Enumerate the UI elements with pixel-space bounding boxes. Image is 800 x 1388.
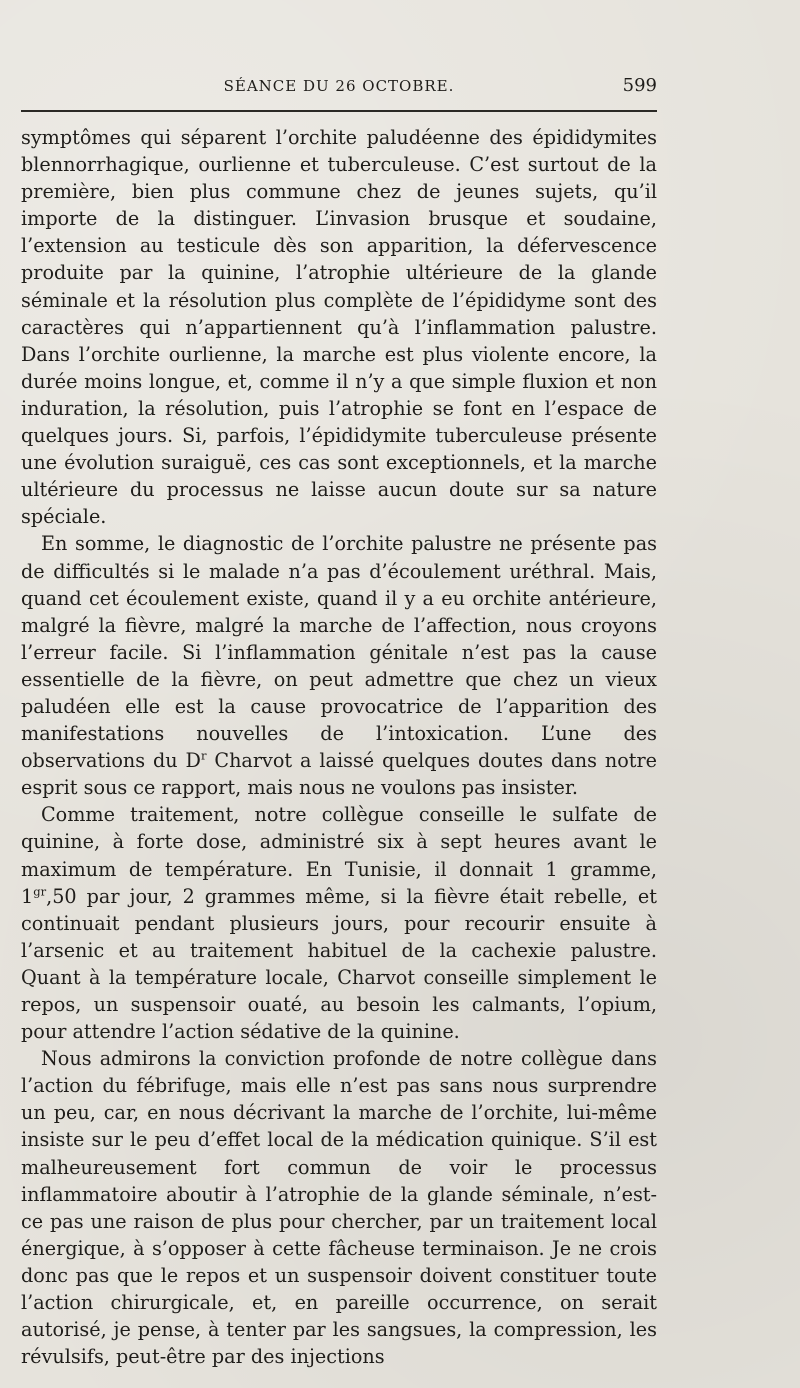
- paragraph-text: Comme traitement, notre collègue conseille le sulfate de quinine, à forte dose, administré six à sept heures avant le maximum de température. En Tunisie, il donnait 1 gramme, 1: [21, 803, 657, 908]
- paragraph-4: [21, 1045, 657, 1370]
- header-rule: [21, 110, 657, 112]
- superscript: gr: [33, 884, 47, 899]
- superscript: r: [200, 748, 207, 763]
- body-text: [21, 124, 657, 1370]
- page-number: 599: [622, 75, 657, 96]
- paragraph-2: [21, 530, 657, 801]
- running-title: SÉANCE DU 26 OCTOBRE.: [223, 77, 455, 95]
- paragraph-1: [21, 124, 657, 530]
- paragraph-text: En somme, le diagnostic de l’orchite palustre ne présente pas de difficultés si le malade n’a pas d’écoulement uréthral. Mais, quand cet écoulement existe, quand il y a eu orchite antérieure, malgré la fièvre, malgré la marche de l’affection, nous croyons l’erreur facile. Si l’inflammation génitale n’est pas la cause essentielle de la fièvre, on peut admettre que chez un vieux paludéen elle est la cause provocatrice de l’apparition des manifestations nouvelles de l’intoxication. L’une des observations du D: [21, 532, 657, 773]
- paragraph-text-continued: ,50 par jour, 2 grammes même, si la fièvre était rebelle, et continuait pendant plusieurs jours, pour recourir ensuite à l’arsenic et au traitement habituel de la cachexie palustre. Quant à la température locale, Charvot conseille simplement le repos, un suspensoir ouaté, au besoin les calmants, l’opium, pour attendre l’action sédative de la quinine.: [21, 884, 657, 1044]
- paragraph-text: symptômes qui séparent l’orchite paludéenne des épididymites blennorrhagique, ourlienne et tuberculeuse. C’est surtout de la première, bien plus commune chez de jeunes sujets, qu’il importe de la distinguer. L’invasion brusque et soudaine, l’extension au testicule dès son apparition, la défervescence produite par la quinine, l’atrophie ultérieure de la glande séminale et la résolution plus complète de l’épididyme sont des caractères qui n’appartiennent qu’à l’inflammation palustre. Dans l’orchite ourlienne, la marche est plus violente encore, la durée moins longue, et, comme il n’y a que simple fluxion et non induration, la résolution, puis l’atrophie se font en l’espace de quelques jours. Si, parfois, l’épididymite tuberculeuse présente une évolution suraiguë, ces cas sont exceptionnels, et la marche ultérieure du processus ne laisse aucun doute sur sa nature spéciale.: [21, 126, 657, 529]
- running-head: [21, 73, 657, 101]
- paragraph-text: Nous admirons la conviction profonde de notre collègue dans l’action du fébrifuge, mais elle n’est pas sans nous surprendre un peu, car, en nous décrivant la marche de l’orchite, lui-même insiste sur le peu d’effet local de la médication quinique. S’il est malheureusement fort commun de voir le processus inflammatoire aboutir à l’atrophie de la glande séminale, n’est-ce pas une raison de plus pour chercher, par un traitement local énergique, à s’opposer à cette fâcheuse terminaison. Je ne crois donc pas que le repos et un suspensoir doivent constituer toute l’action chirurgicale, et, en pareille occurrence, on serait autorisé, je pense, à tenter par les sangsues, la compression, les révulsifs, peut-être par des injections: [21, 1047, 657, 1369]
- paragraph-text-continued: Charvot a laissé quelques doutes dans notre esprit sous ce rapport, mais nous ne voulons pas insister.: [21, 749, 657, 800]
- paragraph-3: [21, 801, 657, 1045]
